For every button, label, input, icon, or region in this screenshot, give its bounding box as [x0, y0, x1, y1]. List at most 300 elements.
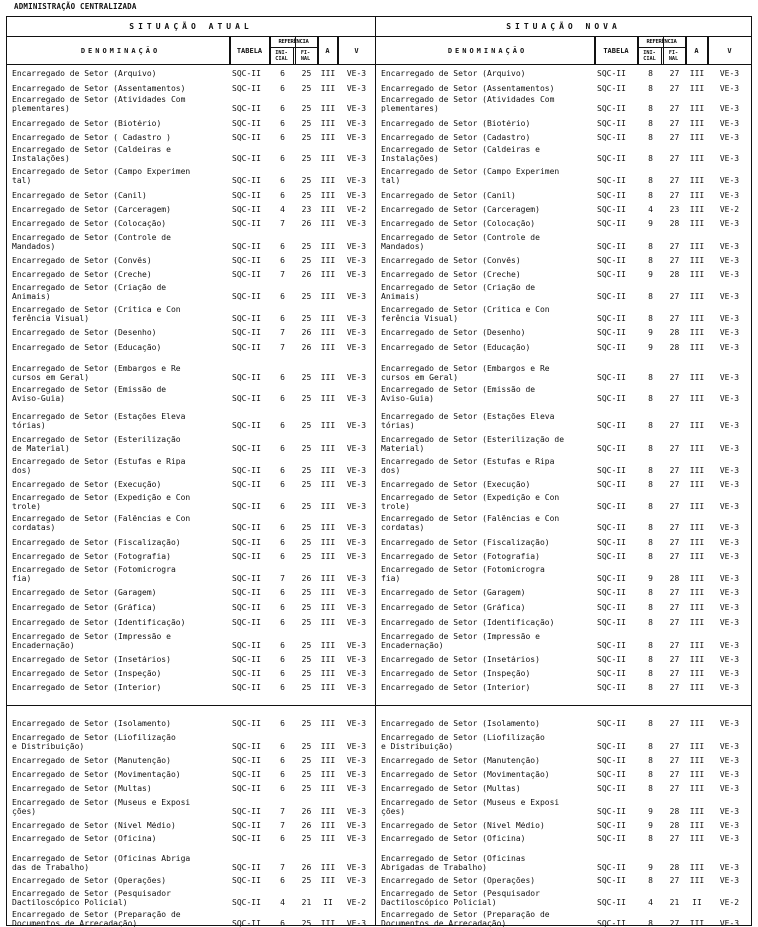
cell-a: III [689, 755, 705, 765]
cell-inicial: 8 [648, 372, 653, 382]
cell-denominacao: Encarregado de Setor (Educação) [381, 343, 531, 352]
cell-inicial: 6 [280, 241, 285, 251]
cell-denominacao: Encarregado de Setor (Oficina) [381, 834, 526, 843]
cell-tabela: SQC-II [597, 204, 626, 214]
cell-final: 27 [669, 501, 680, 511]
cell-inicial: 8 [648, 153, 653, 163]
cell-denominacao: Encarregado de Setor (Atividades Com plementares) [381, 96, 555, 113]
cell-tabela: SQC-II [597, 269, 626, 279]
cell-denominacao: Encarregado de Setor (Gráfica) [381, 603, 526, 612]
cell-v: VE-3 [719, 640, 740, 650]
cell-a: III [689, 501, 705, 511]
cell-a: III [320, 551, 336, 561]
cell-a: III [320, 602, 336, 612]
cell-v: VE-3 [719, 654, 740, 664]
cell-v: VE-3 [719, 551, 740, 561]
cell-v: VE-3 [719, 833, 740, 843]
header-denominacao: DENOMINAÇÃO [7, 37, 230, 64]
table-row [7, 766, 375, 780]
cell-inicial: 6 [280, 769, 285, 779]
cell-denominacao: Encarregado de Setor (Nível Médio) [381, 821, 545, 830]
cell-tabela: SQC-II [232, 118, 261, 128]
cell-final: 25 [301, 783, 312, 793]
cell-v: VE-2 [719, 204, 740, 214]
header-v: V [354, 46, 359, 55]
cell-denominacao: Encarregado de Setor (Museus e Exposi ções) [381, 799, 560, 816]
cell-tabela: SQC-II [597, 393, 626, 403]
cell-v: VE-3 [719, 573, 740, 583]
cell-denominacao: Encarregado de Setor (Multas) [381, 784, 521, 793]
cell-inicial: 6 [280, 755, 285, 765]
cell-v: VE-3 [719, 522, 740, 532]
cell-a: III [320, 218, 336, 228]
cell-final: 27 [669, 68, 680, 78]
cell-a: III [320, 682, 336, 692]
cell-v: VE-3 [719, 806, 740, 816]
cell-final: 27 [669, 479, 680, 489]
cell-v: VE-3 [346, 269, 367, 279]
cell-a: III [320, 783, 336, 793]
cell-a: III [320, 833, 336, 843]
cell-tabela: SQC-II [232, 372, 261, 382]
cell-a: III [689, 443, 705, 453]
header-tabela: TABELA [230, 37, 270, 64]
cell-a: III [320, 204, 336, 214]
cell-inicial: 8 [648, 522, 653, 532]
table-row [7, 252, 375, 266]
cell-v: VE-3 [346, 640, 367, 650]
cell-v: VE-3 [346, 420, 367, 430]
cell-tabela: SQC-II [597, 420, 626, 430]
table-row [7, 873, 375, 886]
cell-final: 26 [301, 218, 312, 228]
header-inicial: INI- CIAL [638, 48, 662, 64]
table-row [376, 65, 751, 79]
table-row [7, 302, 375, 324]
cell-a: III [689, 587, 705, 597]
cell-tabela: SQC-II [597, 806, 626, 816]
cell-v: VE-3 [719, 190, 740, 200]
cell-denominacao: Encarregado de Setor (Assentamentos) [381, 84, 555, 93]
cell-tabela: SQC-II [597, 682, 626, 692]
cell-tabela: SQC-II [232, 175, 261, 185]
cell-final: 26 [301, 820, 312, 830]
cell-denominacao: Encarregado de Setor (Expedição e Con trole) [381, 494, 560, 511]
cell-final: 27 [669, 522, 680, 532]
cell-inicial: 6 [280, 68, 285, 78]
cell-a: III [689, 682, 705, 692]
table-row [7, 886, 375, 908]
cell-final: 25 [301, 68, 312, 78]
cell-v: VE-3 [719, 153, 740, 163]
comparison-table [6, 16, 752, 926]
cell-tabela: SQC-II [232, 255, 261, 265]
cell-a: III [320, 68, 336, 78]
cell-inicial: 8 [648, 769, 653, 779]
cell-final: 27 [669, 640, 680, 650]
header-denominacao: DENOMINAÇÃO [376, 37, 595, 64]
cell-final: 27 [669, 668, 680, 678]
cell-a: III [689, 175, 705, 185]
cell-tabela: SQC-II [232, 393, 261, 403]
table-row [7, 454, 375, 476]
cell-a: II [692, 897, 702, 907]
cell-inicial: 8 [648, 479, 653, 489]
current-situation-panel [7, 17, 375, 927]
cell-final: 25 [301, 313, 312, 323]
cell-v: VE-3 [346, 443, 367, 453]
cell-final: 25 [301, 587, 312, 597]
cell-v: VE-3 [719, 668, 740, 678]
cell-final: 25 [301, 393, 312, 403]
cell-tabela: SQC-II [597, 291, 626, 301]
table-row [376, 908, 751, 927]
cell-final: 25 [301, 833, 312, 843]
cell-tabela: SQC-II [232, 291, 261, 301]
cell-a: III [689, 255, 705, 265]
cell-final: 26 [301, 342, 312, 352]
cell-a: III [689, 918, 705, 927]
cell-v: VE-3 [346, 327, 367, 337]
cell-final: 27 [669, 755, 680, 765]
table-row [7, 794, 375, 817]
table-row [376, 266, 751, 280]
cell-tabela: SQC-II [232, 617, 261, 627]
cell-denominacao: Encarregado de Setor ( Cadastro ) [12, 133, 171, 142]
cell-v: VE-3 [719, 682, 740, 692]
table-row [376, 844, 751, 873]
cell-final: 25 [301, 153, 312, 163]
cell-tabela: SQC-II [232, 668, 261, 678]
cell-denominacao: Encarregado de Setor (Inspeção) [12, 669, 162, 678]
cell-tabela: SQC-II [597, 68, 626, 78]
cell-a: III [689, 342, 705, 352]
cell-v: VE-3 [346, 393, 367, 403]
table-row [7, 817, 375, 831]
table-row [7, 79, 375, 94]
cell-denominacao: Encarregado de Setor (Pesquisador Dactiloscópico Policial) [381, 890, 540, 907]
cell-a: III [689, 465, 705, 475]
cell-a: III [689, 537, 705, 547]
cell-tabela: SQC-II [232, 682, 261, 692]
cell-denominacao: Encarregado de Setor (Creche) [12, 270, 152, 279]
cell-denominacao: Encarregado de Setor (Educação) [12, 343, 162, 352]
cell-a: III [689, 479, 705, 489]
cell-v: VE-3 [346, 501, 367, 511]
cell-v: VE-3 [346, 587, 367, 597]
cell-denominacao: Encarregado de Setor (Estufas e Ripa dos) [12, 458, 186, 475]
cell-inicial: 8 [648, 465, 653, 475]
table-row [7, 143, 375, 164]
cell-final: 27 [669, 241, 680, 251]
cell-final: 25 [301, 551, 312, 561]
cell-final: 25 [301, 718, 312, 728]
cell-tabela: SQC-II [597, 241, 626, 251]
cell-tabela: SQC-II [597, 465, 626, 475]
block-divider [7, 705, 751, 707]
cell-denominacao: Encarregado de Setor (Carceragem) [12, 205, 171, 214]
cell-v: VE-3 [346, 132, 367, 142]
cell-v: VE-3 [346, 573, 367, 583]
cell-denominacao: Encarregado de Setor (Carceragem) [381, 205, 540, 214]
column-rule [595, 37, 596, 65]
cell-denominacao: Encarregado de Setor (Fotomicrogra fia) [12, 566, 176, 583]
cell-v: VE-3 [346, 241, 367, 251]
cell-denominacao: Encarregado de Setor (Identificação) [381, 618, 555, 627]
cell-inicial: 7 [280, 862, 285, 872]
table-row [376, 94, 751, 114]
cell-a: III [320, 640, 336, 650]
cell-inicial: 6 [280, 617, 285, 627]
cell-v: VE-3 [346, 668, 367, 678]
center-divider [375, 17, 376, 925]
cell-denominacao: Encarregado de Setor (Gráfica) [12, 603, 157, 612]
cell-denominacao: Encarregado de Setor (Estações Eleva tórias) [12, 413, 186, 430]
cell-a: III [689, 190, 705, 200]
cell-tabela: SQC-II [597, 132, 626, 142]
cell-final: 28 [669, 806, 680, 816]
cell-v: VE-3 [346, 175, 367, 185]
table-row [376, 431, 751, 454]
cell-a: III [689, 218, 705, 228]
cell-tabela: SQC-II [232, 420, 261, 430]
cell-v: VE-3 [719, 393, 740, 403]
cell-a: III [320, 862, 336, 872]
cell-a: III [689, 241, 705, 251]
cell-inicial: 6 [280, 479, 285, 489]
cell-final: 27 [669, 393, 680, 403]
cell-denominacao: Encarregado de Setor (Estações Eleva tórias) [381, 413, 555, 430]
cell-a: III [689, 640, 705, 650]
cell-inicial: 6 [280, 103, 285, 113]
cell-final: 27 [669, 190, 680, 200]
cell-tabela: SQC-II [232, 522, 261, 532]
cell-inicial: 8 [648, 755, 653, 765]
cell-final: 25 [301, 372, 312, 382]
header-referencia-label: REFERÊNCIA [638, 37, 685, 48]
new-situation-panel [376, 17, 751, 927]
table-row [7, 533, 375, 548]
cell-inicial: 7 [280, 327, 285, 337]
cell-tabela: SQC-II [232, 190, 261, 200]
table-row [7, 729, 375, 752]
cell-inicial: 8 [648, 118, 653, 128]
cell-inicial: 8 [648, 718, 653, 728]
cell-denominacao: Encarregado de Setor (Campo Experimen tal) [381, 168, 560, 185]
cell-final: 25 [301, 654, 312, 664]
cell-denominacao: Encarregado de Setor (Arquivo) [12, 69, 157, 78]
cell-v: VE-3 [346, 769, 367, 779]
cell-final: 27 [669, 587, 680, 597]
cell-v: VE-3 [719, 918, 740, 927]
cell-v: VE-3 [719, 602, 740, 612]
cell-final: 28 [669, 327, 680, 337]
cell-final: 27 [669, 103, 680, 113]
cell-v: VE-3 [346, 190, 367, 200]
cell-tabela: SQC-II [232, 153, 261, 163]
table-row [7, 353, 375, 383]
cell-inicial: 4 [280, 204, 285, 214]
cell-v: VE-2 [346, 204, 367, 214]
table-row [7, 598, 375, 613]
table-row [376, 729, 751, 752]
cell-denominacao: Encarregado de Setor (Liofilização e Distribuição) [12, 734, 176, 751]
cell-inicial: 6 [280, 132, 285, 142]
cell-tabela: SQC-II [597, 501, 626, 511]
header-tabela: TABELA [595, 37, 638, 64]
table-row [376, 584, 751, 598]
cell-denominacao: Encarregado de Setor (Caldeiras e Instalações) [381, 146, 540, 163]
cell-v: VE-3 [346, 479, 367, 489]
cell-final: 25 [301, 769, 312, 779]
cell-inicial: 6 [280, 640, 285, 650]
table-row [376, 598, 751, 613]
cell-denominacao: Encarregado de Setor (Controle de Mandados) [381, 234, 540, 251]
cell-tabela: SQC-II [232, 783, 261, 793]
cell-a: III [320, 103, 336, 113]
cell-inicial: 6 [280, 833, 285, 843]
table-row [7, 548, 375, 562]
cell-denominacao: Encarregado de Setor (Pesquisador Dactiloscópico Policial) [12, 890, 171, 907]
table-row [7, 201, 375, 215]
cell-denominacao: Encarregado de Setor (Convês) [12, 256, 152, 265]
cell-final: 25 [301, 103, 312, 113]
cell-v: VE-3 [346, 617, 367, 627]
table-row [376, 613, 751, 628]
cell-denominacao: Encarregado de Setor (Criação de Animais) [12, 284, 167, 301]
cell-v: VE-3 [719, 342, 740, 352]
cell-a: III [320, 465, 336, 475]
cell-denominacao: Encarregado de Setor (Criação de Animais) [381, 284, 536, 301]
cell-v: VE-3 [346, 602, 367, 612]
cell-denominacao: Encarregado de Setor (Impressão e Encadernação) [381, 633, 540, 650]
cell-tabela: SQC-II [232, 820, 261, 830]
cell-denominacao: Encarregado de Setor (Colocação) [12, 219, 167, 228]
cell-denominacao: Encarregado de Setor (Falências e Con cordatas) [381, 515, 560, 532]
table-row [376, 280, 751, 302]
cell-a: III [320, 83, 336, 93]
cell-tabela: SQC-II [232, 918, 261, 927]
cell-inicial: 6 [280, 291, 285, 301]
cell-tabela: SQC-II [232, 640, 261, 650]
cell-v: VE-3 [719, 255, 740, 265]
cell-final: 23 [301, 204, 312, 214]
cell-v: VE-3 [719, 132, 740, 142]
table-row [7, 693, 375, 729]
cell-denominacao: Encarregado de Setor (Interior) [12, 683, 162, 692]
cell-v: VE-3 [719, 291, 740, 301]
cell-a: III [320, 587, 336, 597]
cell-a: III [320, 291, 336, 301]
cell-tabela: SQC-II [232, 465, 261, 475]
cell-final: 25 [301, 255, 312, 265]
cell-final: 25 [301, 640, 312, 650]
cell-v: VE-3 [719, 372, 740, 382]
cell-final: 27 [669, 741, 680, 751]
cell-final: 25 [301, 602, 312, 612]
cell-inicial: 6 [280, 255, 285, 265]
cell-v: VE-3 [719, 741, 740, 751]
cell-tabela: SQC-II [597, 897, 626, 907]
cell-tabela: SQC-II [232, 755, 261, 765]
cell-tabela: SQC-II [597, 718, 626, 728]
cell-a: III [689, 573, 705, 583]
cell-inicial: 8 [648, 241, 653, 251]
column-rule [230, 37, 231, 65]
table-row [376, 817, 751, 831]
cell-inicial: 6 [280, 875, 285, 885]
cell-inicial: 8 [648, 132, 653, 142]
cell-a: III [320, 443, 336, 453]
cell-final: 25 [301, 291, 312, 301]
cell-denominacao: Encarregado de Setor (Insetários) [381, 655, 540, 664]
cell-a: III [689, 327, 705, 337]
cell-tabela: SQC-II [597, 769, 626, 779]
cell-denominacao: Encarregado de Setor (Cadastro) [381, 133, 531, 142]
cell-inicial: 8 [648, 175, 653, 185]
table-row [7, 908, 375, 927]
cell-inicial: 7 [280, 269, 285, 279]
cell-inicial: 8 [648, 537, 653, 547]
table-row [7, 229, 375, 252]
current-situation-title: SITUAÇÃO ATUAL [7, 17, 375, 37]
cell-v: VE-3 [719, 537, 740, 547]
cell-inicial: 6 [280, 501, 285, 511]
table-row [7, 679, 375, 693]
cell-final: 26 [301, 327, 312, 337]
cell-tabela: SQC-II [232, 342, 261, 352]
cell-final: 25 [301, 741, 312, 751]
table-row [7, 65, 375, 79]
table-row [7, 324, 375, 338]
cell-v: VE-2 [719, 897, 740, 907]
cell-inicial: 8 [648, 668, 653, 678]
cell-denominacao: Encarregado de Setor (Campo Experimen tal) [12, 168, 191, 185]
cell-denominacao: Encarregado de Setor (Museus e Exposi ções) [12, 799, 191, 816]
cell-final: 26 [301, 573, 312, 583]
cell-inicial: 8 [648, 313, 653, 323]
cell-v: VE-3 [346, 537, 367, 547]
cell-final: 27 [669, 875, 680, 885]
cell-denominacao: Encarregado de Setor (Biotério) [381, 119, 531, 128]
cell-inicial: 7 [280, 218, 285, 228]
cell-v: VE-3 [346, 551, 367, 561]
cell-tabela: SQC-II [597, 918, 626, 927]
cell-v: VE-3 [346, 68, 367, 78]
cell-final: 27 [669, 617, 680, 627]
header-referencia [638, 37, 686, 64]
cell-denominacao: Encarregado de Setor (Caldeiras e Instalações) [12, 146, 171, 163]
cell-a: III [689, 83, 705, 93]
cell-tabela: SQC-II [232, 68, 261, 78]
table-row [7, 338, 375, 353]
cell-tabela: SQC-II [232, 204, 261, 214]
cell-tabela: SQC-II [597, 443, 626, 453]
table-row [7, 562, 375, 584]
cell-a: III [320, 175, 336, 185]
cell-inicial: 7 [280, 573, 285, 583]
cell-v: VE-3 [346, 522, 367, 532]
cell-inicial: 8 [648, 190, 653, 200]
cell-denominacao: Encarregado de Setor (Desenho) [12, 328, 157, 337]
table-row [376, 886, 751, 908]
table-row [7, 383, 375, 404]
table-row [376, 752, 751, 766]
cell-inicial: 6 [280, 682, 285, 692]
table-row [7, 584, 375, 598]
cell-a: III [689, 551, 705, 561]
cell-final: 27 [669, 153, 680, 163]
